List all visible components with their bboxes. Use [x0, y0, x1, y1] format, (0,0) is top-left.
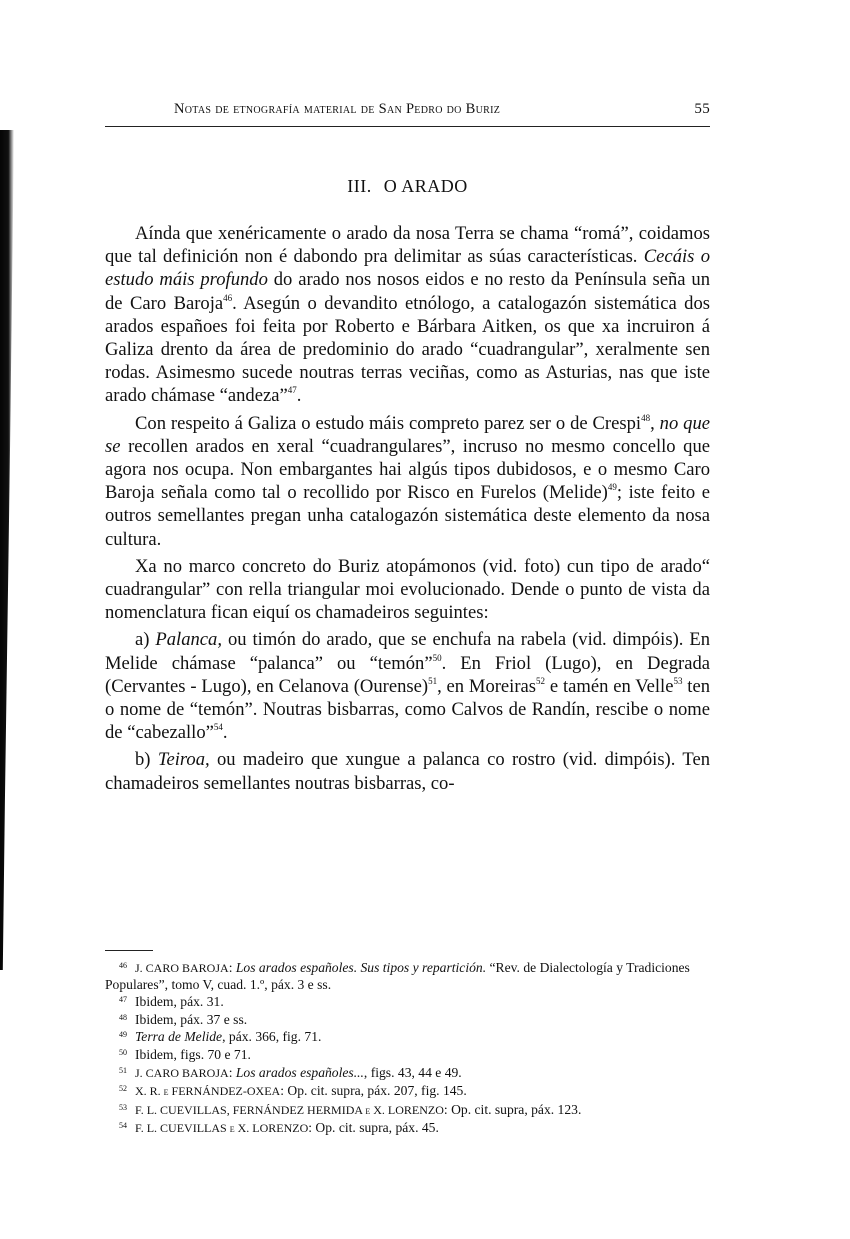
text-run: ten o nome de “temón”. Noutras bisbarras, como Calvos de Randín, rescibe o nome de “cabezallo”: [105, 675, 710, 744]
text-run: “Rev. de Dialectología y Tradiciones Populares”, tomo V, cuad. 1.º, páx. 3 e ss.: [105, 960, 690, 992]
text-run: : Op. cit. supra, páx. 207, fig. 145.: [280, 1083, 467, 1099]
footnote-ref: 51: [428, 675, 438, 686]
author-name: J. CARO BAROJA: [135, 1065, 229, 1080]
scan-binding-edge: [0, 130, 14, 970]
footnote-ref: 52: [536, 675, 546, 686]
text-run: .: [222, 722, 228, 744]
footnote-ref: 53: [673, 675, 683, 686]
footnote: [105, 1081, 710, 1100]
text-run: .: [296, 385, 302, 407]
text-run: b): [135, 749, 158, 771]
footnote: [105, 1063, 710, 1082]
italic-text: Cecáis o estudo máis profundo: [105, 246, 710, 291]
section-number: III.: [347, 176, 372, 196]
text-run: :: [228, 1064, 236, 1080]
text-run: a): [135, 629, 156, 651]
footnote-number: 52: [119, 1084, 127, 1094]
author-name: J. CARO BAROJA: [135, 961, 229, 975]
paragraph: [105, 748, 710, 794]
text-run: do arado nos nosos eidos e no resto da Península seña un de Caro Baroja: [105, 269, 710, 314]
paragraph: [105, 628, 710, 744]
footnote: [105, 1100, 710, 1119]
text-run: Ibidem, páx. 37 e ss.: [135, 1011, 248, 1027]
text-run: recollen arados en xeral “cuadrangulares”, incruso no mesmo concello que agora nos ocupa. Non embargantes hai algús tipos dubidosos, e o mesmo Caro Baroja señala como tal o recollido por Risco en Furelos (Melide): [105, 435, 710, 504]
text-run: : Op. cit. supra, páx. 123.: [443, 1101, 582, 1117]
italic-text: Teiroa,: [157, 749, 210, 771]
footnote-ref: 46: [223, 292, 233, 303]
text-run: e tamén en Velle: [545, 675, 674, 697]
italic-text: Terra de Melide: [135, 1029, 223, 1045]
footnote-number: 51: [119, 1065, 127, 1075]
footnote: [105, 992, 710, 1010]
paragraph: [105, 412, 710, 551]
footnote-ref: 48: [641, 412, 651, 423]
author-name: F. L. CUEVILLAS e X. LORENZO: [135, 1121, 309, 1136]
author-name: F. L. CUEVILLAS, FERNÁNDEZ HERMIDA e X. LORENZO: [135, 1102, 444, 1117]
paragraph: [105, 222, 710, 408]
running-head-title: Notas de etnografía material de San Pedro do Buriz: [174, 101, 501, 117]
header-rule: [105, 126, 710, 127]
footnotes: [105, 958, 710, 1137]
text-run: , figs. 43, 44 e 49.: [363, 1064, 462, 1080]
footnote-number: 50: [119, 1047, 127, 1057]
footnote-ref: 54: [213, 722, 223, 733]
text-run: ou timón do arado, que se enchufa na rabela (vid. dimpóis). En Melide chámase “palanca” ou “temón”: [105, 629, 711, 674]
footnote: [105, 1010, 710, 1028]
text-run: . En Friol (Lugo), en Degrada (Cervantes - Lugo), en Celanova (Ourense): [105, 652, 711, 697]
author-name: X. R. e FERNÁNDEZ-OXEA: [135, 1084, 281, 1099]
footnote-number: 53: [119, 1102, 127, 1112]
text-run: ,: [650, 412, 660, 434]
body-text: [105, 222, 710, 798]
text-run: . Asegún o devandito etnólogo, a catalogazón sistemática dos arados españoes foi feita por Roberto e Bárbara Aitken, os que xa incruiron á Galiza drento da área de predominio do arado “cuadrangular”, xeralmente sen rodas. Asimesmo sucede noutras terras veciñas, como as Asturias, nas que iste arado chámase “andeza”: [105, 292, 710, 407]
footnote-ref: 50: [432, 652, 442, 663]
italic-text: Los arados españoles...: [235, 1064, 364, 1080]
footnote-number: 48: [119, 1012, 127, 1022]
section-heading: O ARADO: [383, 176, 468, 196]
footnote-ref: 47: [287, 385, 297, 396]
text-run: Aínda que xenéricamente o arado da nosa Terra se chama “romá”, coidamos que tal definición non é dabondo pra delimitar as súas características.: [105, 223, 710, 268]
text-run: , páx. 366, fig. 71.: [222, 1029, 322, 1045]
text-run: Ibidem, figs. 70 e 71.: [135, 1046, 251, 1062]
footnote: [105, 958, 710, 992]
footnote-number: 54: [119, 1121, 127, 1131]
footnote: [105, 1045, 710, 1063]
footnote-rule: [105, 950, 153, 951]
text-run: ou madeiro que xungue a palanca co rostro (vid. dimpóis). Ten chamadeiros semellantes noutras bisbarras, co-: [105, 749, 710, 794]
text-run: Xa no marco concreto do Buriz atopámonos (vid. foto) cun tipo de arado“ cuadrangular” con rella triangular moi evolucionado. Dende o punto de vista da nomenclatura fican eiquí os chamadeiros seguintes:: [105, 555, 710, 624]
section-title: [105, 176, 710, 197]
footnote-ref: 49: [607, 482, 617, 493]
italic-text: Palanca,: [155, 629, 223, 651]
text-run: , en Moreiras: [437, 675, 537, 697]
page-number: 55: [694, 101, 710, 117]
text-run: Ibidem, páx. 31.: [135, 994, 224, 1010]
footnote-number: 47: [119, 995, 127, 1005]
footnote: [105, 1027, 710, 1045]
text-run: :: [228, 960, 236, 975]
footnote-number: 49: [119, 1030, 127, 1040]
paragraph: [105, 555, 710, 625]
text-run: ; iste feito e outros semellantes pregan unha catalogazón sistemática deste elemento da nosa cultura.: [105, 482, 710, 550]
italic-text: no que se: [105, 412, 710, 457]
text-run: Con respeito á Galiza o estudo máis compreto parez ser o de Crespi: [135, 412, 642, 434]
footnote: [105, 1118, 710, 1137]
running-head: [105, 101, 710, 123]
text-run: : Op. cit. supra, páx. 45.: [308, 1120, 439, 1136]
footnote-number: 46: [119, 961, 127, 970]
italic-text: Los arados españoles. Sus tipos y repartición.: [235, 960, 487, 975]
